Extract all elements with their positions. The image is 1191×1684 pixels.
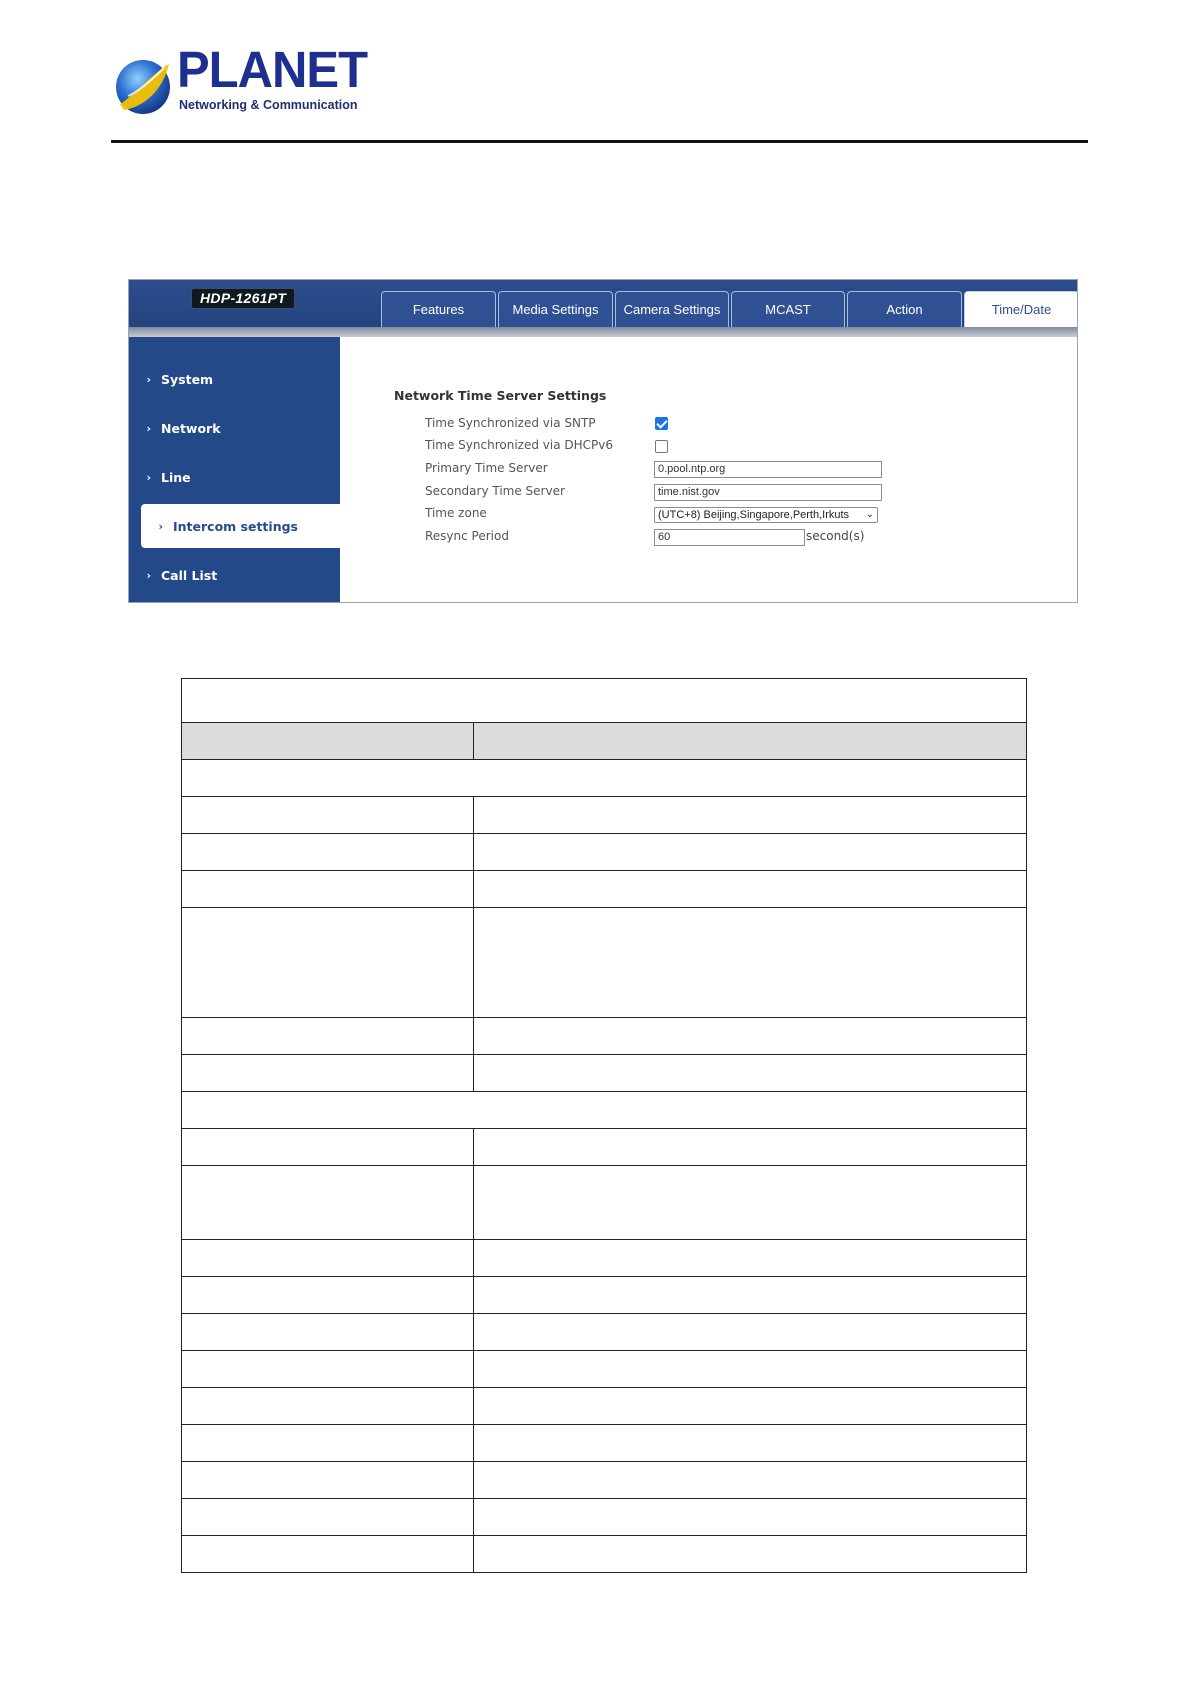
sidebar-item-label: Intercom settings [173,518,298,534]
timezone-label: Time zone [425,506,487,520]
table-row [182,1388,1027,1425]
sidebar-item-network[interactable] [129,406,340,450]
device-web-ui [128,279,1078,603]
table-row [182,1462,1027,1499]
dhcpv6-label: Time Synchronized via DHCPv6 [425,438,613,452]
table-header-row [182,723,1027,760]
table-row [182,1055,1027,1092]
chevron-right-icon: › [146,421,151,435]
top-bar [129,280,1077,327]
sidebar-item-label: Network [161,420,221,436]
chevron-right-icon: › [158,519,163,533]
resync-unit: second(s) [806,529,865,543]
tab-mcast[interactable]: MCAST [731,291,845,327]
tab-action[interactable]: Action [847,291,962,327]
table-row [182,1166,1027,1240]
sidebar-item-line[interactable] [129,455,340,499]
primary-server-label: Primary Time Server [425,461,548,475]
sntp-label: Time Synchronized via SNTP [425,416,596,430]
brand-logo [114,41,367,118]
resync-input[interactable]: 60 [654,529,805,546]
table-row [182,1351,1027,1388]
table-row [182,1536,1027,1573]
table-section-row [182,1092,1027,1129]
table-row [182,1129,1027,1166]
chevron-down-icon: ⌄ [865,509,874,520]
primary-server-input[interactable]: 0.pool.ntp.org [654,461,882,478]
resync-label: Resync Period [425,529,509,543]
table-row [182,908,1027,1018]
chevron-right-icon: › [146,470,151,484]
table-row [182,1277,1027,1314]
table-row [182,871,1027,908]
sidebar-item-label: Call List [161,567,218,583]
header-divider [111,140,1088,143]
sidebar-item-intercom-settings[interactable] [141,504,340,548]
top-bar-shadow [129,327,1077,337]
table-row [182,797,1027,834]
table-row [182,1499,1027,1536]
table-section-row [182,760,1027,797]
secondary-server-label: Secondary Time Server [425,484,565,498]
sidebar-item-system[interactable] [129,357,340,401]
sidebar [129,337,340,603]
brand-tagline: Networking & Communication [179,98,358,112]
timezone-select[interactable] [654,507,878,523]
table-row [182,1018,1027,1055]
tab-media-settings[interactable]: Media Settings [498,291,613,327]
tab-time-date[interactable]: Time/Date [964,291,1078,327]
settings-table [181,678,1027,1573]
model-badge: HDP-1261PT [191,288,295,309]
tab-features[interactable]: Features [381,291,496,327]
sidebar-item-label: Line [161,469,191,485]
table-row [182,1425,1027,1462]
timezone-value: (UTC+8) Beijing,Singapore,Perth,Irkuts [658,509,850,521]
sidebar-item-label: System [161,371,214,387]
sidebar-item-call-list[interactable] [129,553,340,597]
globe-icon [114,56,172,116]
tab-camera-settings[interactable]: Camera Settings [615,291,729,327]
brand-name: PLANET [177,41,367,99]
dhcpv6-checkbox[interactable] [655,440,668,453]
sntp-checkbox[interactable] [655,417,668,430]
table-row [182,834,1027,871]
table-title-row [182,679,1027,723]
secondary-server-input[interactable]: time.nist.gov [654,484,882,501]
chevron-right-icon: › [146,372,151,386]
table-row [182,1314,1027,1351]
chevron-right-icon: › [146,568,151,582]
table-row [182,1240,1027,1277]
section-title: Network Time Server Settings [394,388,607,403]
settings-panel [340,337,1077,603]
